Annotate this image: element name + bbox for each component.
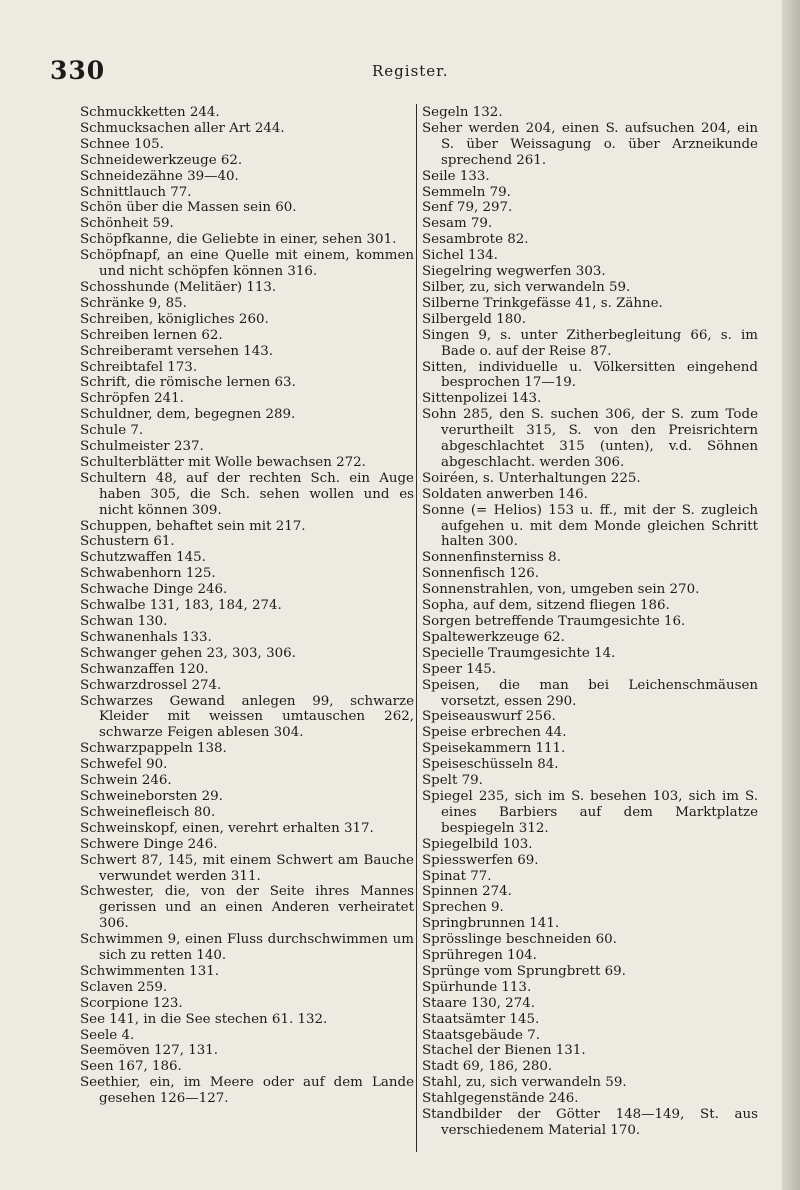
index-entry: Schneidezähne 39—40. (80, 168, 239, 184)
index-entry: Schreiberamt versehen 143. (80, 343, 274, 359)
index-entry: Staare 130, 274. (422, 995, 535, 1011)
index-entry: Schwabenhorn 125. (80, 566, 216, 582)
index-entry: Schwert 87, 145, mit einem Schwert am Bauche verwundet werden 311. (80, 852, 414, 884)
index-entry: Singen 9, s. unter Zitherbegleitung 66, s. im Bade o. auf der Reise 87. (422, 327, 758, 359)
index-entry: Schmucksachen aller Art 244. (80, 120, 285, 136)
index-entry: Scorpione 123. (80, 995, 183, 1011)
index-entry: Seethier, ein, im Meere oder auf dem Lande gesehen 126—127. (80, 1075, 414, 1107)
index-entry: Sittenpolizei 143. (422, 391, 542, 407)
index-entry: Silber, zu, sich verwandeln 59. (422, 279, 631, 295)
index-entry: Sopha, auf dem, sitzend fliegen 186. (422, 598, 670, 614)
index-entry: Schreiben lernen 62. (80, 327, 223, 343)
index-entry: Schule 7. (80, 423, 144, 439)
index-entry: Schuppen, behaftet sein mit 217. (80, 518, 306, 534)
index-entry: Schultern 48, auf der rechten Sch. ein Auge haben 305, die Sch. sehen wollen und es nicht können 309. (80, 470, 414, 518)
index-entry: Stadt 69, 186, 280. (422, 1059, 553, 1075)
index-entry: Schweinefleisch 80. (80, 804, 216, 820)
index-entry: Schustern 61. (80, 534, 175, 550)
index-entry: Schwefel 90. (80, 757, 168, 773)
index-entry: Staatsämter 145. (422, 1011, 540, 1027)
index-entry: Soiréen, s. Unterhaltungen 225. (422, 470, 641, 486)
index-entry: Schnittlauch 77. (80, 184, 192, 200)
page-number: 330 (50, 56, 106, 85)
index-entry: Staatsgebäude 7. (422, 1027, 540, 1043)
index-entry: Sprechen 9. (422, 900, 504, 916)
index-entry: Spinat 77. (422, 868, 492, 884)
index-entry: Schmuckketten 244. (80, 105, 220, 120)
column-divider (416, 104, 417, 1152)
index-entry: Sesambrote 82. (422, 232, 529, 248)
index-entry: Schwarzes Gewand anlegen 99, schwarze Kleider mit weissen umtauschen 262, schwarze Feigen ablesen 304. (80, 693, 414, 741)
index-entry: Schwere Dinge 246. (80, 836, 218, 852)
index-entry: Schöpfkanne, die Geliebte in einer, sehen 301. (80, 232, 397, 248)
index-entry: Sprünge vom Sprungbrett 69. (422, 963, 626, 979)
index-entry: Schulterblätter mit Wolle bewachsen 272. (80, 454, 366, 470)
index-column-left (80, 105, 414, 1107)
index-entry: Schwanger gehen 23, 303, 306. (80, 645, 296, 661)
index-entry: Silbergeld 180. (422, 311, 527, 327)
index-entry: Spürhunde 113. (422, 979, 532, 995)
index-entry: Schwester, die, von der Seite ihres Mannes gerissen und an einen Anderen verheiratet 306. (80, 884, 414, 932)
index-entry: Specielle Traumgesichte 14. (422, 645, 616, 661)
index-entry: Speisen, die man bei Leichenschmäusen vorsetzt, essen 290. (422, 677, 758, 709)
index-entry: Sichel 134. (422, 248, 498, 264)
index-entry: See 141, in die See stechen 61. 132. (80, 1011, 328, 1027)
index-entry: Sonnenstrahlen, von, umgeben sein 270. (422, 582, 700, 598)
index-entry: Stahlgegenstände 246. (422, 1091, 579, 1107)
index-entry: Schnee 105. (80, 136, 164, 152)
index-entry: Sonnenfisch 126. (422, 566, 540, 582)
index-entry: Silberne Trinkgefässe 41, s. Zähne. (422, 295, 663, 311)
index-entry: Schreibtafel 173. (80, 359, 198, 375)
index-column-right (422, 105, 758, 1139)
index-entry: Seemöven 127, 131. (80, 1043, 219, 1059)
index-entry: Sohn 285, den S. suchen 306, der S. zum Tode verurtheilt 315, S. von den Preisrichtern abgeschlachtet 315 (unten), v.d. Söhnen abgeschlacht. werden 306. (422, 407, 758, 470)
index-entry: Schweinskopf, einen, verehrt erhalten 317. (80, 820, 374, 836)
index-entry: Schosshunde (Melitäer) 113. (80, 279, 277, 295)
index-entry: Spinnen 274. (422, 884, 512, 900)
index-entry: Standbilder der Götter 148—149, St. aus verschiedenem Material 170. (422, 1107, 758, 1138)
index-entry: Schuldner, dem, begegnen 289. (80, 407, 296, 423)
index-entry: Schröpfen 241. (80, 391, 184, 407)
index-entry: Schränke 9, 85. (80, 295, 187, 311)
index-entry: Sprösslinge beschneiden 60. (422, 932, 617, 948)
index-entry: Senf 79, 297. (422, 200, 513, 216)
index-entry: Schwanzaffen 120. (80, 661, 209, 677)
index-entry: Schwarzdrossel 274. (80, 677, 222, 693)
index-entry: Seele 4. (80, 1027, 135, 1043)
index-entry: Sclaven 259. (80, 979, 168, 995)
index-entry: Sonnenfinsterniss 8. (422, 550, 561, 566)
index-entry: Seile 133. (422, 168, 490, 184)
page-edge-shadow (782, 0, 800, 1190)
index-entry: Siegelring wegwerfen 303. (422, 264, 606, 280)
index-entry: Sitten, individuelle u. Völkersitten eingehend besprochen 17—19. (422, 359, 758, 391)
index-entry: Speisekammern 111. (422, 741, 566, 757)
index-entry: Schweineborsten 29. (80, 788, 223, 804)
index-entry: Schwimmen 9, einen Fluss durchschwimmen um sich zu retten 140. (80, 932, 414, 964)
index-entry: Seher werden 204, einen S. aufsuchen 204, ein S. über Weissagung o. über Arzneikunde sprechend 261. (422, 120, 758, 168)
index-entry: Segeln 132. (422, 105, 503, 120)
index-entry: Sesam 79. (422, 216, 493, 232)
index-entry: Sorgen betreffende Traumgesichte 16. (422, 614, 686, 629)
index-entry: Schutzwaffen 145. (80, 550, 206, 566)
index-entry: Schwein 246. (80, 773, 172, 789)
index-entry: Schwimmenten 131. (80, 963, 219, 979)
index-entry: Schneidewerkzeuge 62. (80, 152, 243, 168)
index-entry: Schrift, die römische lernen 63. (80, 375, 296, 391)
index-entry: Speiseschüsseln 84. (422, 757, 559, 773)
index-entry: Stahl, zu, sich verwandeln 59. (422, 1075, 627, 1091)
index-entry: Schwanenhals 133. (80, 629, 212, 645)
index-entry: Schulmeister 237. (80, 439, 204, 455)
index-entry: Spiesswerfen 69. (422, 852, 539, 868)
index-entry: Speiseauswurf 256. (422, 709, 556, 725)
running-head: Register. (372, 62, 449, 80)
index-entry: Spelt 79. (422, 773, 483, 789)
index-entry: Schwarzpappeln 138. (80, 741, 227, 757)
index-entry: Semmeln 79. (422, 184, 511, 200)
index-entry: Schöpfnapf, an eine Quelle mit einem, kommen und nicht schöpfen können 316. (80, 248, 414, 280)
index-entry: Sprühregen 104. (422, 948, 537, 964)
index-entry: Spiegel 235, sich im S. besehen 103, sich im S. eines Barbiers auf dem Marktplatze bespiegeln 312. (422, 788, 758, 836)
index-entry: Spaltewerkzeuge 62. (422, 629, 565, 645)
index-entry: Speise erbrechen 44. (422, 725, 567, 741)
index-entry: Schwache Dinge 246. (80, 582, 228, 598)
index-entry: Spiegelbild 103. (422, 836, 533, 852)
index-entry: Schwalbe 131, 183, 184, 274. (80, 598, 282, 614)
index-entry: Soldaten anwerben 146. (422, 486, 588, 502)
index-entry: Springbrunnen 141. (422, 916, 560, 932)
index-entry: Schön über die Massen sein 60. (80, 200, 297, 216)
index-entry: Schwan 130. (80, 614, 168, 629)
index-entry: Seen 167, 186. (80, 1059, 182, 1075)
index-entry: Schönheit 59. (80, 216, 174, 232)
index-entry: Stachel der Bienen 131. (422, 1043, 586, 1059)
index-entry: Sonne (= Helios) 153 u. ff., mit der S. zugleich aufgehen u. mit dem Monde gleichen Schritt halten 300. (422, 502, 758, 550)
index-entry: Schreiben, königliches 260. (80, 311, 269, 327)
index-entry: Speer 145. (422, 661, 497, 677)
